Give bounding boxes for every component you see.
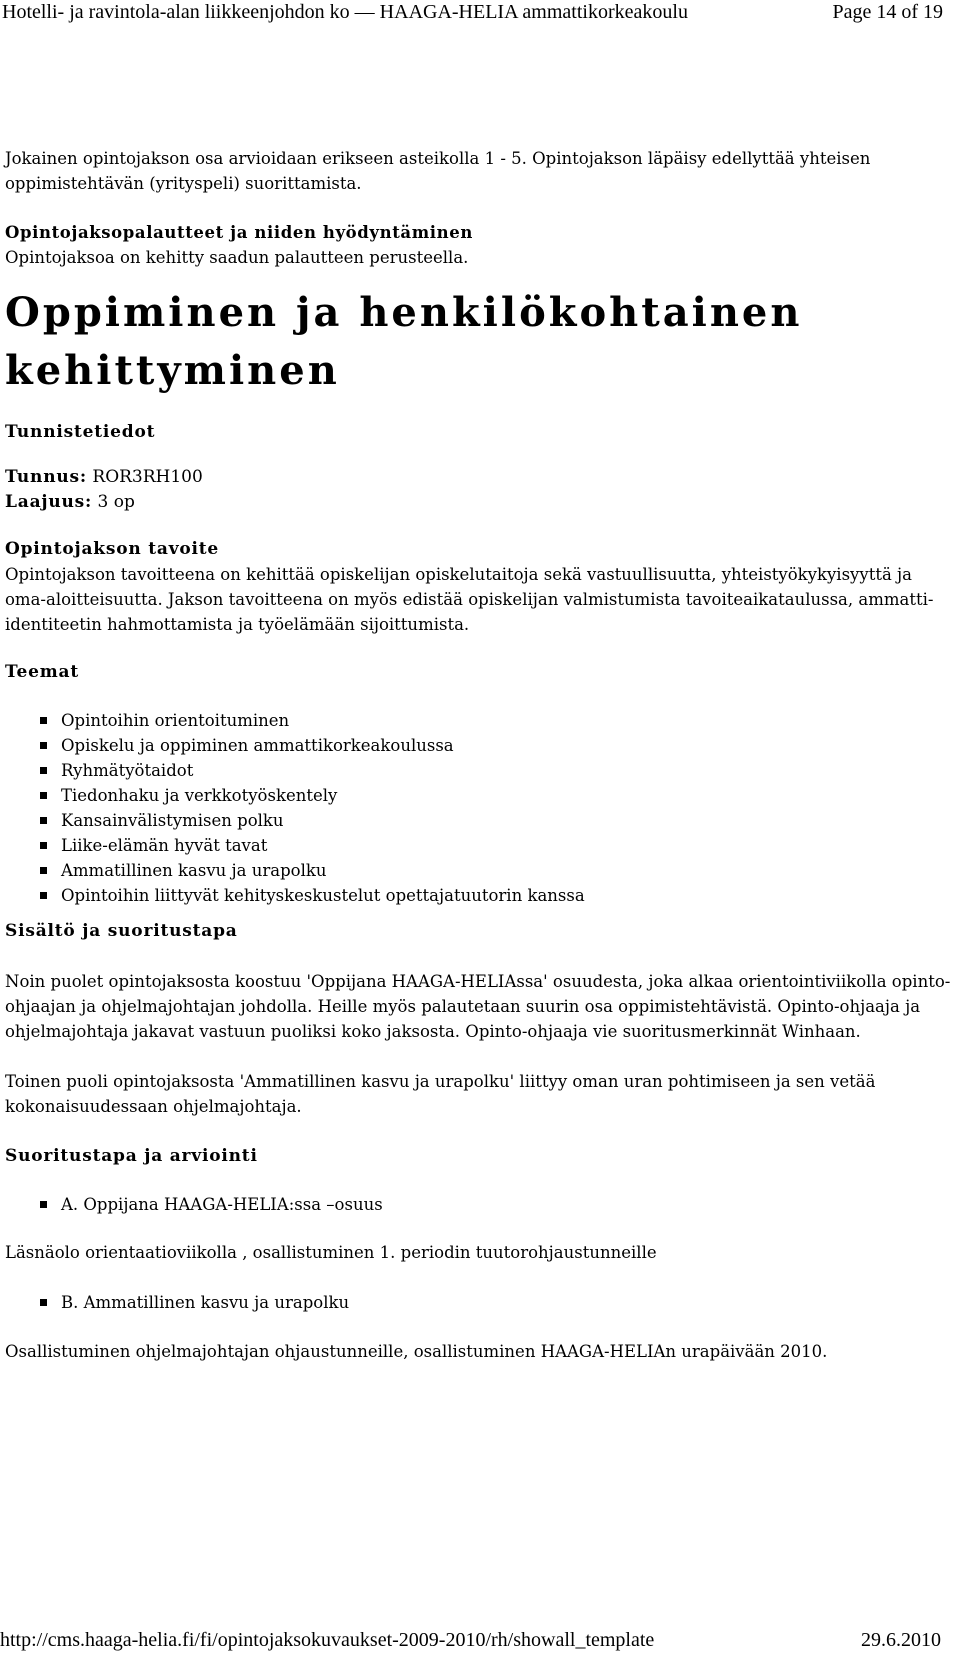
footer-url: http://cms.haaga-helia.fi/fi/opintojaksokuvaukset-2009-2010/rh/showall_template [0, 1629, 655, 1651]
list-item: Liike-elämän hyvät tavat [40, 833, 953, 858]
list-item: B. Ammatillinen kasvu ja urapolku [40, 1290, 953, 1315]
content-heading: Sisältö ja suoritustapa [5, 921, 238, 941]
feedback-text: Opintojaksoa on kehitty saadun palautteen perusteella. [5, 248, 469, 267]
course-code-label: Tunnus: [5, 467, 87, 487]
themes-list [5, 708, 953, 908]
goal-heading: Opintojakson tavoite [5, 539, 220, 559]
course-credits-label: Laajuus: [5, 492, 93, 512]
list-item: Ryhmätyötaidot [40, 758, 953, 783]
course-code [5, 465, 953, 490]
course-credits-value: 3 op [97, 492, 135, 512]
footer-date: 29.6.2010 [861, 1629, 941, 1651]
part-a-text: Läsnäolo orientaatioviikolla , osallistuminen 1. periodin tuutorohjaustunneille [5, 1243, 657, 1262]
page-number: Page 14 of 19 [832, 1, 943, 23]
part-a-list [5, 1192, 953, 1217]
content-paragraph-1: Noin puolet opintojaksosta koostuu 'Oppijana HAAGA-HELIAssa' osuudesta, joka alkaa orientointiviikolla opinto-ohjaajan ja ohjelmajohtajan johdolla. Heille myös palautetaan suurin osa oppimistehtävistä. Opinto-ohjaaja ja ohjelmajohtaja jakavat vastuun puoliksi koko jaksosta. Opinto-ohjaaja vie suoritusmerkinnät Winhaan. [5, 972, 951, 1041]
print-footer [0, 1628, 960, 1654]
assessment-paragraph: Jokainen opintojakson osa arvioidaan erikseen asteikolla 1 - 5. Opintojakson läpäisy edellyttää yhteisen oppimistehtävän (yrityspeli) suorittamista. [5, 149, 871, 193]
list-item: Opintoihin liittyvät kehityskeskustelut opettajatuutorin kanssa [40, 883, 953, 908]
course-credits [5, 490, 953, 515]
list-item: Ammatillinen kasvu ja urapolku [40, 858, 953, 883]
part-b-text: Osallistuminen ohjelmajohtajan ohjaustunneille, osallistuminen HAAGA-HELIAn urapäivään 2010. [5, 1342, 828, 1361]
list-item: Kansainvälistymisen polku [40, 808, 953, 833]
header-title: Hotelli- ja ravintola-alan liikkeenjohdon ko — HAAGA-HELIA ammattikorkeakoulu [2, 1, 688, 23]
list-item: Opintoihin orientoituminen [40, 708, 953, 733]
themes-heading: Teemat [5, 662, 79, 682]
goal-text: Opintojakson tavoitteena on kehittää opiskelijan opiskelutaitoja sekä vastuullisuutta, yhteistyökykyisyyttä ja oma-aloitteisuutta. Jakson tavoitteena on myös edistää opiskelijan valmistumista tavoiteaikataulussa, ammatti-identiteetin hahmottamista ja työelämään sijoittumista. [5, 565, 934, 634]
print-header [0, 0, 960, 28]
identification-heading: Tunnistetiedot [5, 422, 156, 442]
feedback-heading: Opintojaksopalautteet ja niiden hyödyntäminen [5, 223, 473, 242]
part-b-list [5, 1290, 953, 1315]
course-code-value: ROR3RH100 [92, 467, 203, 487]
assessment-heading: Suoritustapa ja arviointi [5, 1146, 258, 1166]
list-item: A. Oppijana HAAGA-HELIA:ssa –osuus [40, 1192, 953, 1217]
document-content [5, 146, 953, 1364]
list-item: Tiedonhaku ja verkkotyöskentely [40, 783, 953, 808]
list-item: Opiskelu ja oppiminen ammattikorkeakoulussa [40, 733, 953, 758]
content-paragraph-2: Toinen puoli opintojaksosta 'Ammatillinen kasvu ja urapolku' liittyy oman uran pohtimiseen ja sen vetää kokonaisuudessaan ohjelmajohtaja. [5, 1072, 876, 1116]
course-title: Oppiminen ja henkilökohtainen kehittyminen [5, 289, 803, 394]
